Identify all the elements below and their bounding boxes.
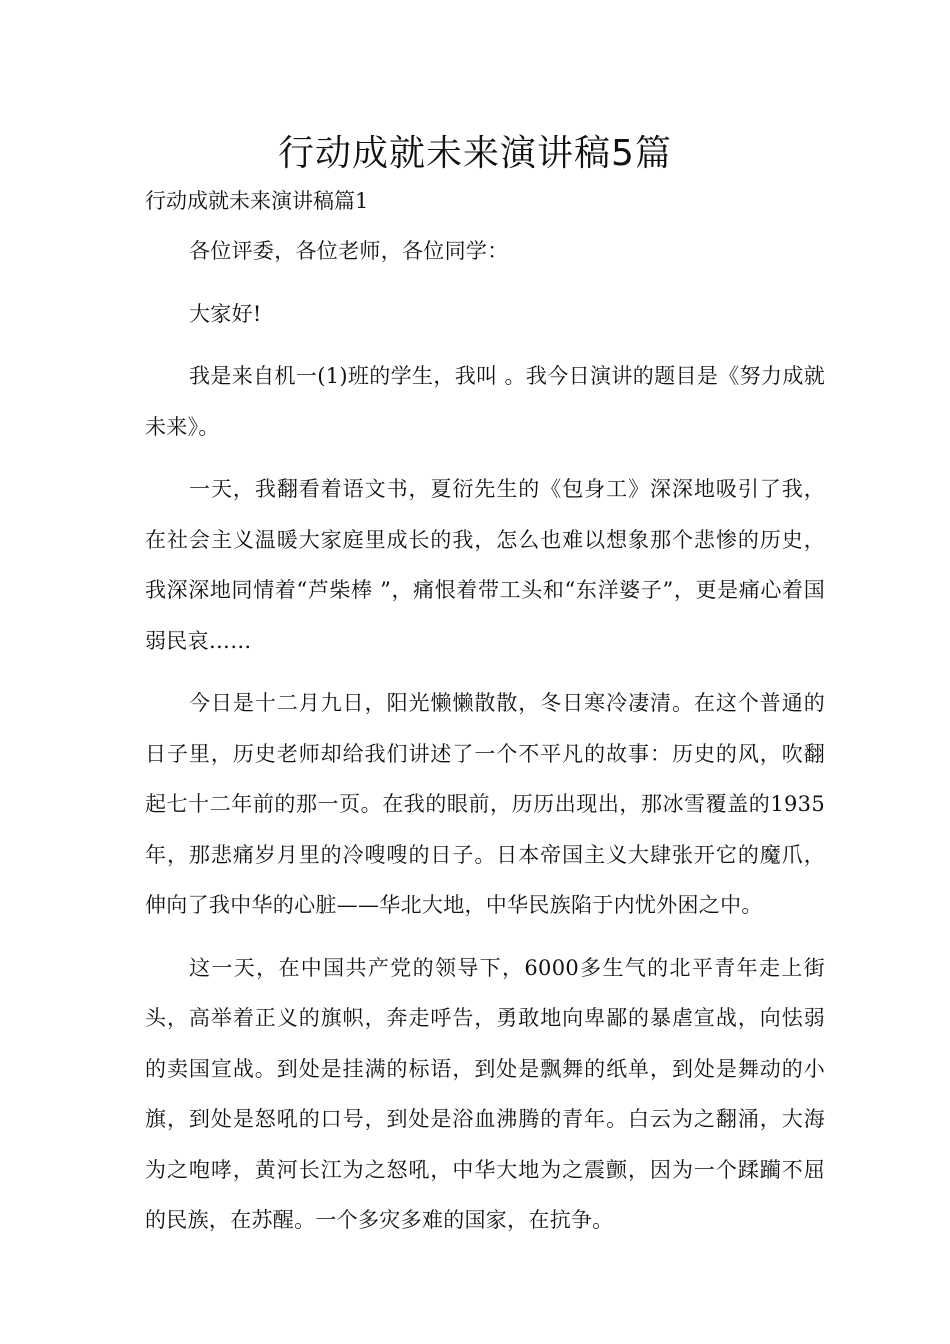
paragraph: 各位评委，各位老师，各位同学： [189, 239, 509, 263]
paragraph: 一天，我翻看着语文书，夏衍先生的《包身工》深深地吸引了我，在社会主义温暖大家庭里成长的我，怎么也难以想象那个悲惨的历史，我深深地同情着“芦柴棒 ”，痛恨着带工头和“东洋婆子”，更是痛心着国弱民哀…… [145, 477, 825, 653]
section-subtitle: 行动成就未来演讲稿篇1 [145, 189, 369, 213]
body-text [145, 226, 825, 1258]
paragraph: 大家好! [189, 301, 262, 326]
paragraph: 这一天，在中国共产党的领导下，6000多生气的北平青年走上街头，高举着正义的旗帜，奔走呼告，勇敢地向卑鄙的暴虐宣战，向怯弱的卖国宣战。到处是挂满的标语，到处是飘舞的纸单，到处是舞动的小旗，到处是怒吼的口号，到处是浴血沸腾的青年。白云为之翻涌，大海为之咆哮，黄河长江为之怒吼，中华大地为之震颤，因为一个蹂躏不屈的民族，在苏醒。一个多灾多难的国家，在抗争。 [145, 955, 825, 1232]
paragraph: 我是来自机一(1)班的学生，我叫 。我今日演讲的题目是《努力成就未来》。 [145, 364, 825, 439]
paragraph: 今日是十二月九日，阳光懒懒散散，冬日寒冷凄清。在这个普通的日子里，历史老师却给我们讲述了一个不平凡的故事：历史的风，吹翻起七十二年前的那一页。在我的眼前，历历出现出，那冰雪覆盖的1935年，那悲痛岁月里的冷嗖嗖的日子。日本帝国主义大肆张开它的魔爪，伸向了我中华的心脏——华北大地，中华民族陷于内忧外困之中。 [145, 691, 825, 917]
document-title: 行动成就未来演讲稿5篇 [278, 133, 672, 174]
